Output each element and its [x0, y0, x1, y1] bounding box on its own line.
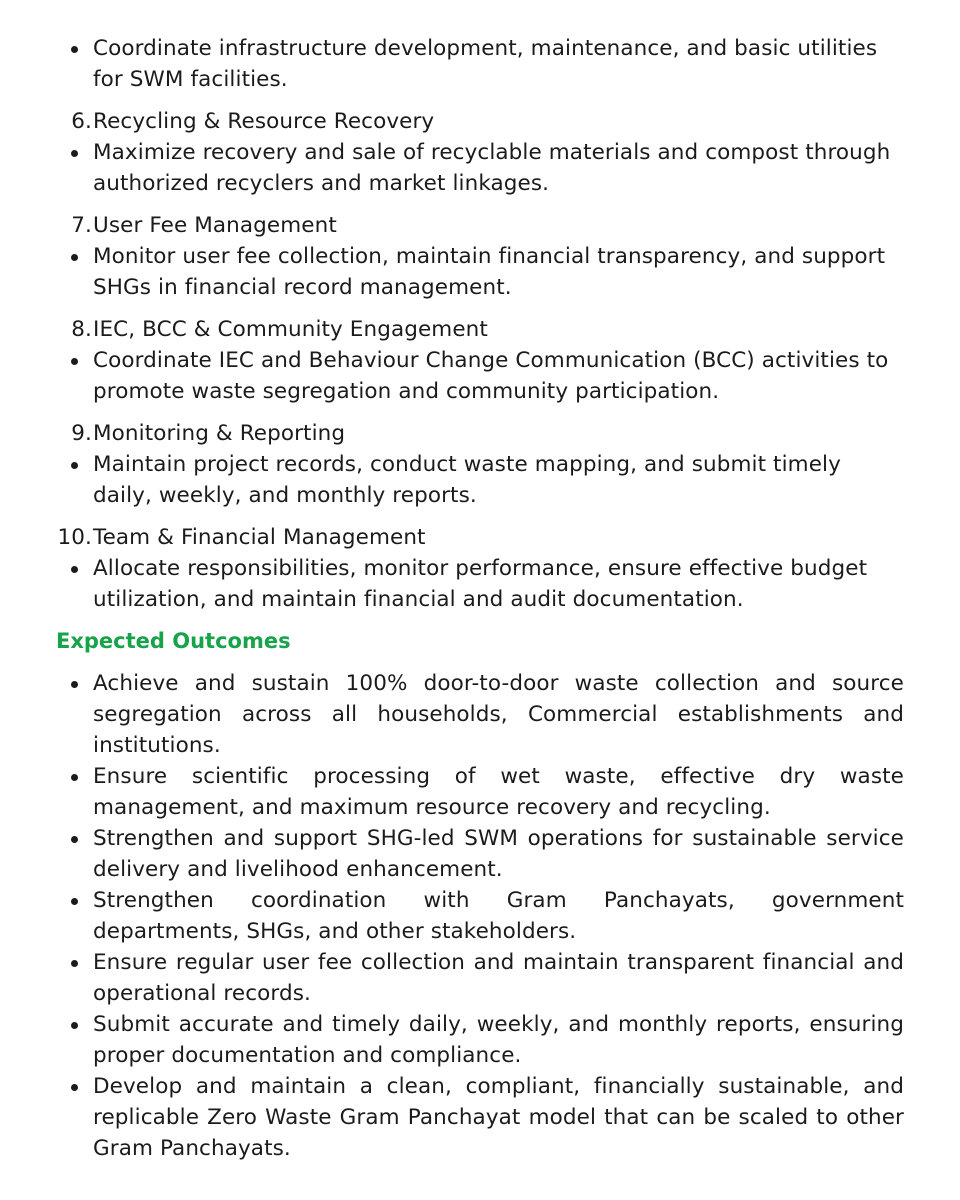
section-9	[56, 418, 904, 511]
list-item: Strengthen and support SHG-led SWM operations for sustainable service delivery and livelihood enhancement.	[56, 823, 904, 885]
list-item: Coordinate infrastructure development, maintenance, and basic utilities for SWM facilities.	[56, 33, 904, 95]
expected-outcomes-heading: Expected Outcomes	[56, 629, 291, 653]
list-item: Maintain project records, conduct waste mapping, and submit timely daily, weekly, and monthly reports.	[56, 449, 904, 511]
section-bullet-list	[56, 449, 904, 511]
section-number: 10.	[57, 525, 92, 550]
section-number: 6.	[71, 109, 92, 134]
section-title-text: IEC, BCC & Community Engagement	[93, 317, 488, 342]
section-number: 8.	[71, 317, 92, 342]
expected-outcomes-list	[56, 668, 904, 1164]
list-item: Submit accurate and timely daily, weekly, and monthly reports, ensuring proper documentation and compliance.	[56, 1009, 904, 1071]
section-10	[56, 522, 904, 615]
section-title-text: Recycling & Resource Recovery	[93, 109, 435, 134]
list-item: Strengthen coordination with Gram Panchayats, government departments, SHGs, and other stakeholders.	[56, 885, 904, 947]
section-number: 7.	[71, 213, 92, 238]
section-heading	[56, 418, 904, 449]
list-item: Ensure regular user fee collection and maintain transparent financial and operational records.	[56, 947, 904, 1009]
intro-bullet-list	[56, 33, 904, 95]
list-item: Monitor user fee collection, maintain financial transparency, and support SHGs in financial record management.	[56, 241, 904, 303]
list-item: Coordinate IEC and Behaviour Change Communication (BCC) activities to promote waste segregation and community participation.	[56, 345, 904, 407]
section-bullet-list	[56, 553, 904, 615]
section-bullet-list	[56, 241, 904, 303]
section-7	[56, 210, 904, 303]
section-title-text: User Fee Management	[93, 213, 337, 238]
section-heading	[56, 522, 904, 553]
section-heading	[56, 314, 904, 345]
list-item: Maximize recovery and sale of recyclable materials and compost through authorized recyclers and market linkages.	[56, 137, 904, 199]
list-item: Achieve and sustain 100% door-to-door waste collection and source segregation across all households, Commercial establishments and institutions.	[56, 668, 904, 761]
list-item: Develop and maintain a clean, compliant, financially sustainable, and replicable Zero Waste Gram Panchayat model that can be scaled to other Gram Panchayats.	[56, 1071, 904, 1164]
section-6	[56, 106, 904, 199]
section-title-text: Monitoring & Reporting	[93, 421, 346, 446]
section-number: 9.	[71, 421, 92, 446]
section-bullet-list	[56, 137, 904, 199]
section-bullet-list	[56, 345, 904, 407]
section-heading	[56, 210, 904, 241]
section-heading	[56, 106, 904, 137]
list-item: Ensure scientific processing of wet waste, effective dry waste management, and maximum resource recovery and recycling.	[56, 761, 904, 823]
section-8	[56, 314, 904, 407]
list-item: Allocate responsibilities, monitor performance, ensure effective budget utilization, and maintain financial and audit documentation.	[56, 553, 904, 615]
section-title-text: Team & Financial Management	[93, 525, 426, 550]
